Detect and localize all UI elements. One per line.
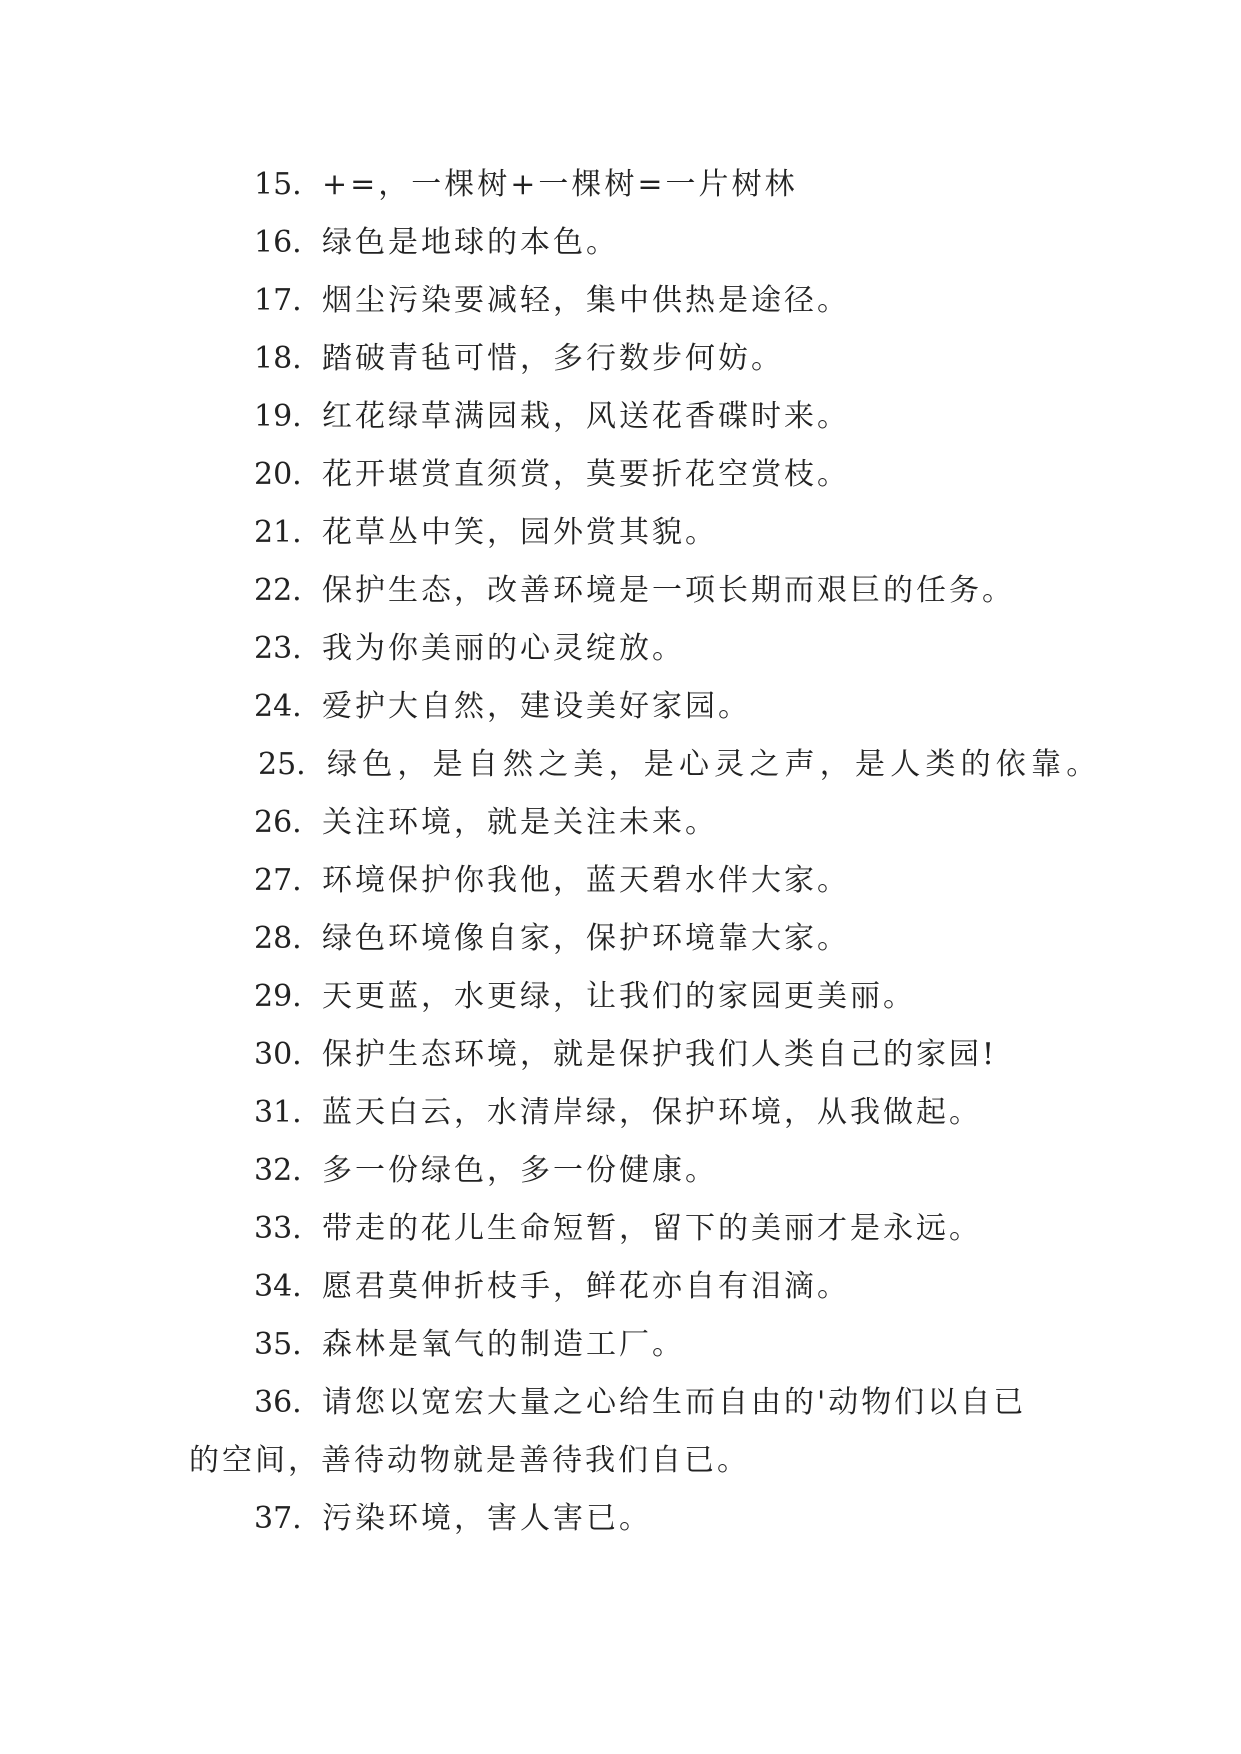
item-text: 保护生态环境，就是保护我们人类自己的家园! (322, 1037, 998, 1072)
list-item-continuation (0, 1432, 1241, 1490)
item-number: 37. (254, 1501, 302, 1536)
list-item (0, 1142, 1241, 1200)
item-text: 绿色是地球的本色。 (322, 225, 619, 260)
item-text: 红花绿草满园栽，风送花香碟时来。 (322, 399, 850, 434)
list-item (0, 272, 1241, 330)
item-text: 踏破青毡可惜，多行数步何妨。 (322, 341, 784, 376)
item-number: 30. (254, 1037, 302, 1072)
list-item (0, 1316, 1241, 1374)
list-item (0, 1084, 1241, 1142)
list-item (0, 446, 1241, 504)
item-text: +=，一棵树+一棵树=一片树林 (322, 167, 798, 202)
list-item (0, 1258, 1241, 1316)
item-number: 27. (254, 863, 302, 898)
item-text: 花开堪赏直须赏，莫要折花空赏枝。 (322, 457, 850, 492)
list-item (0, 736, 1241, 794)
item-number: 25. (258, 747, 306, 782)
list-item (0, 330, 1241, 388)
list-item (0, 1490, 1241, 1548)
item-number: 24. (254, 689, 302, 724)
item-text: 爱护大自然，建设美好家园。 (322, 689, 751, 724)
item-number: 21. (254, 515, 302, 550)
item-number: 15. (254, 167, 302, 202)
list-item (0, 620, 1241, 678)
item-text: 天更蓝，水更绿，让我们的家园更美丽。 (322, 979, 916, 1014)
list-item (0, 1200, 1241, 1258)
item-number: 36. (254, 1385, 302, 1420)
item-text: 蓝天白云，水清岸绿，保护环境，从我做起。 (322, 1095, 982, 1130)
list-item (0, 1374, 1241, 1432)
item-number: 31. (254, 1095, 302, 1130)
list-item (0, 562, 1241, 620)
item-number: 18. (254, 341, 302, 376)
item-number: 26. (254, 805, 302, 840)
item-text-continuation: 的空间，善待动物就是善待我们自已。 (189, 1443, 750, 1478)
item-text: 保护生态，改善环境是一项长期而艰巨的任务。 (322, 573, 1015, 608)
list-item (0, 504, 1241, 562)
list-item (0, 910, 1241, 968)
item-text: 污染环境，害人害已。 (322, 1501, 652, 1536)
item-text: 绿色，是自然之美，是心灵之声，是人类的依靠。 (327, 747, 1102, 782)
item-text: 烟尘污染要减轻，集中供热是途径。 (322, 283, 850, 318)
item-text: 环境保护你我他，蓝天碧水伴大家。 (322, 863, 850, 898)
item-number: 28. (254, 921, 302, 956)
item-text: 带走的花儿生命短暂，留下的美丽才是永远。 (322, 1211, 982, 1246)
item-number: 32. (254, 1153, 302, 1188)
item-number: 35. (254, 1327, 302, 1362)
item-text: 请您以宽宏大量之心给生而自由的'动物们以自已 (322, 1385, 1027, 1420)
list-item (0, 388, 1241, 446)
item-text: 绿色环境像自家，保护环境靠大家。 (322, 921, 850, 956)
item-number: 17. (254, 283, 302, 318)
list-item (0, 794, 1241, 852)
item-text: 我为你美丽的心灵绽放。 (322, 631, 685, 666)
list-item (0, 968, 1241, 1026)
item-number: 34. (254, 1269, 302, 1304)
item-number: 33. (254, 1211, 302, 1246)
item-number: 22. (254, 573, 302, 608)
item-text: 花草丛中笑，园外赏其貌。 (322, 515, 718, 550)
item-number: 19. (254, 399, 302, 434)
list-item (0, 214, 1241, 272)
list-item (0, 156, 1241, 214)
item-number: 20. (254, 457, 302, 492)
list-item (0, 1026, 1241, 1084)
item-text: 愿君莫伸折枝手，鲜花亦自有泪滴。 (322, 1269, 850, 1304)
item-number: 16. (254, 225, 302, 260)
list-item (0, 678, 1241, 736)
item-text: 多一份绿色，多一份健康。 (322, 1153, 718, 1188)
item-text: 森林是氧气的制造工厂。 (322, 1327, 685, 1362)
list-item (0, 852, 1241, 910)
item-text: 关注环境，就是关注未来。 (322, 805, 718, 840)
item-number: 29. (254, 979, 302, 1014)
item-number: 23. (254, 631, 302, 666)
